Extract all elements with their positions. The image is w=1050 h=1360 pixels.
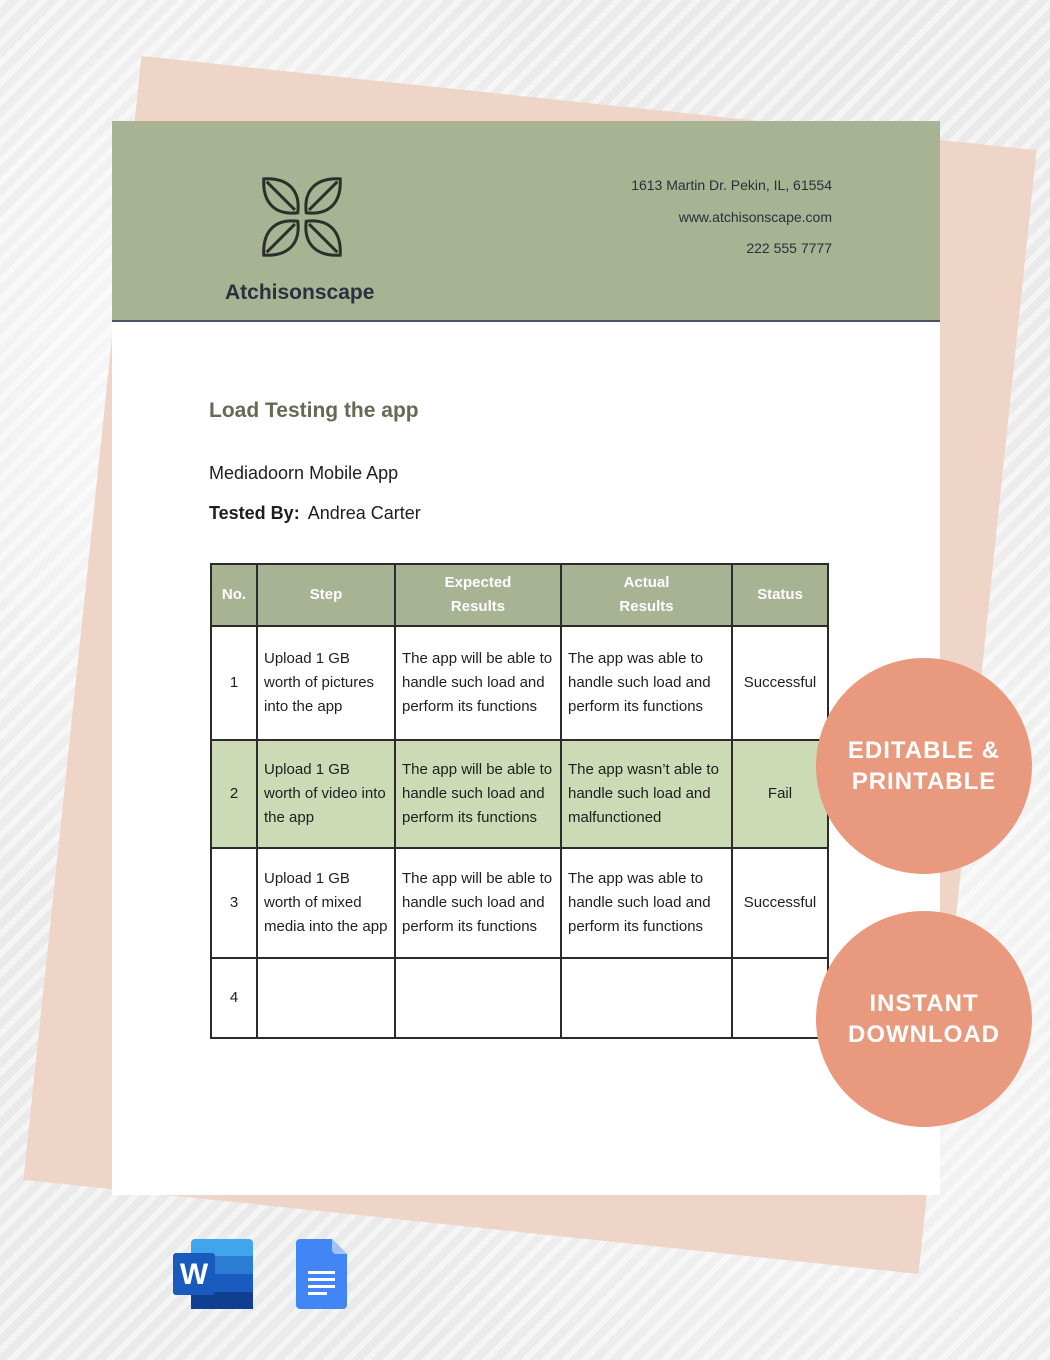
editable-printable-badge — [816, 658, 1032, 874]
app-name: Mediadoorn Mobile App — [209, 463, 399, 483]
cell-step: Upload 1 GB worth of video into the app — [257, 740, 395, 848]
table-row — [211, 848, 828, 958]
cell-status: Fail — [732, 740, 828, 848]
cell-expected — [395, 958, 561, 1038]
cell-status: Successful — [732, 848, 828, 958]
badge-line: INSTANT — [869, 990, 979, 1017]
cell-no: 2 — [211, 740, 257, 848]
cell-status — [732, 958, 828, 1038]
cell-expected: The app will be able to handle such load and perform its functions — [395, 740, 561, 848]
cell-step — [257, 958, 395, 1038]
document-sheet — [112, 121, 940, 1195]
cell-actual — [561, 958, 732, 1038]
cell-actual: The app wasn’t able to handle such load and malfunctioned — [561, 740, 732, 848]
table-row — [211, 740, 828, 848]
instant-download-badge[interactable] — [816, 911, 1032, 1127]
cell-expected: The app will be able to handle such load and perform its functions — [395, 848, 561, 958]
tested-by-value: Andrea Carter — [307, 503, 421, 523]
cell-actual: The app was able to handle such load and perform its functions — [561, 626, 732, 740]
tested-by — [209, 503, 421, 524]
header-status: Status — [732, 564, 828, 626]
table-header-row — [211, 564, 828, 626]
cell-step: Upload 1 GB worth of pictures into the app — [257, 626, 395, 740]
cell-actual: The app was able to handle such load and perform its functions — [561, 848, 732, 958]
company-address: 1613 Martin Dr. Pekin, IL, 61554 — [631, 177, 832, 193]
company-name: Atchisonscape — [225, 281, 375, 304]
badge-line: PRINTABLE — [851, 768, 997, 795]
letterhead — [112, 121, 940, 322]
cell-no: 1 — [211, 626, 257, 740]
cell-expected: The app will be able to handle such load and perform its functions — [395, 626, 561, 740]
cell-no: 3 — [211, 848, 257, 958]
test-results-table — [210, 563, 829, 1039]
badge-line: EDITABLE & — [847, 737, 1001, 764]
header-actual: Actual Results — [561, 564, 732, 626]
cell-status: Successful — [732, 626, 828, 740]
company-logo-icon — [242, 157, 362, 277]
table-row — [211, 626, 828, 740]
company-phone: 222 555 7777 — [746, 240, 832, 256]
badge-line: DOWNLOAD — [848, 1021, 1000, 1048]
header-no: No. — [211, 564, 257, 626]
header-step: Step — [257, 564, 395, 626]
cell-step: Upload 1 GB worth of mixed media into the app — [257, 848, 395, 958]
word-icon-letter: W — [179, 1258, 209, 1291]
company-website: www.atchisonscape.com — [678, 209, 832, 225]
microsoft-word-icon[interactable] — [173, 1239, 253, 1309]
google-docs-icon[interactable] — [296, 1239, 347, 1309]
table-row — [211, 958, 828, 1038]
document-title: Load Testing the app — [209, 399, 419, 422]
tested-by-label: Tested By: — [209, 503, 300, 523]
cell-no: 4 — [211, 958, 257, 1038]
header-expected: Expected Results — [395, 564, 561, 626]
